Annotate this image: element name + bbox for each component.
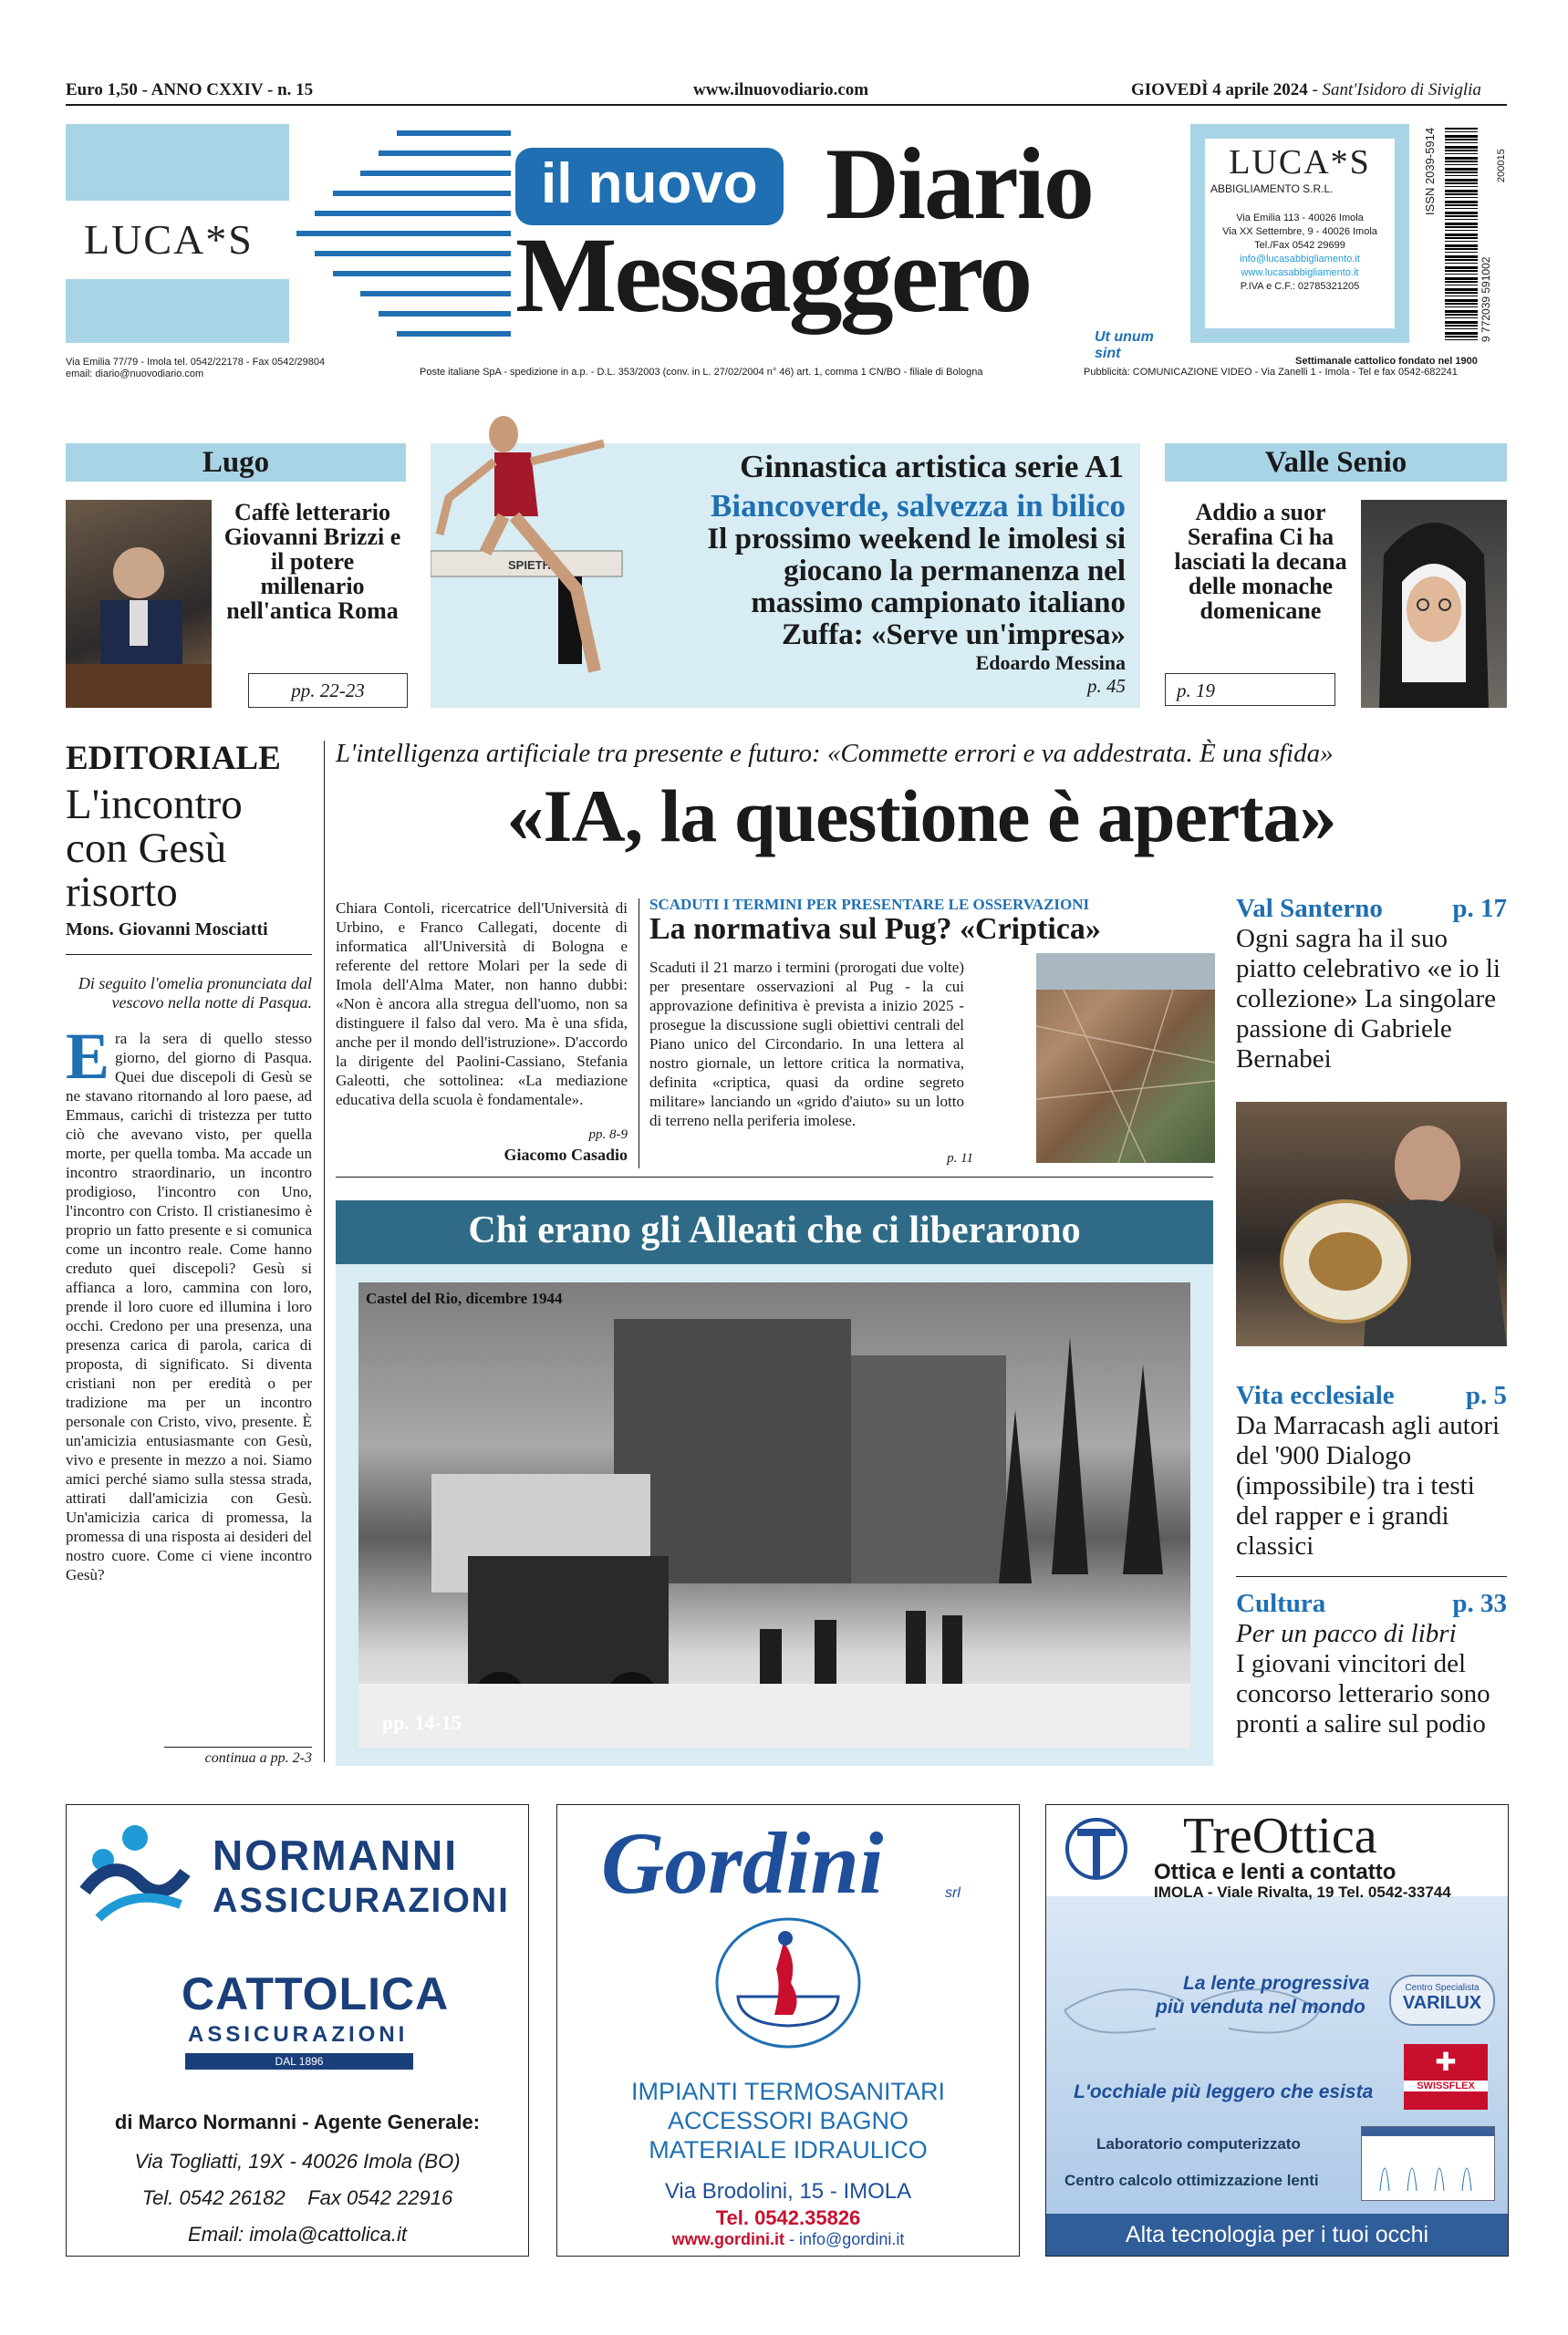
speaker-figure-icon (66, 500, 212, 708)
treottica-address: IMOLA - Viale Rivalta, 19 Tel. 0542-33744 (1154, 1884, 1451, 1901)
sidebar-item-cultura[interactable] (1236, 1589, 1507, 1739)
lucas-logo: LUCA*S (84, 216, 254, 263)
barcode-number: 9 772039 591002 (1480, 256, 1492, 342)
teaser-center-box[interactable] (431, 443, 1140, 708)
allies-caption: Castel del Rio, dicembre 1944 (366, 1290, 563, 1307)
allies-page[interactable]: pp. 14-15 (382, 1711, 462, 1734)
issue-date: GIOVEDÌ 4 aprile 2024 - Sant'Isidoro di Siviglia (1131, 80, 1481, 99)
sidebar-text: Ogni sagra ha il suo piatto celebrativo «e io li collezione» La singolare passione di Gabriele Bernabei (1236, 924, 1501, 1074)
ad-treottica[interactable] (1045, 1804, 1509, 2257)
varilux-brand: VARILUX (1402, 1993, 1482, 2013)
main-kicker: L'intelligenza artificiale tra presente e futuro: «Commette errori e va addestrata. È una sfida» (336, 739, 1334, 768)
normanni-email[interactable]: Email: imola@cattolica.it (188, 2223, 407, 2246)
allies-title[interactable]: Chi erano gli Alleati che ci liberarono (468, 1209, 1081, 1251)
address-line-1: Via Emilia 77/79 - Imola tel. 0542/22178 - Fax 0542/29804 (66, 357, 326, 368)
lucas-right-sub: ABBIGLIAMENTO S.R.L. (1210, 182, 1334, 195)
main-body: Chiara Contoli, ricercatrice dell'Università di Urbino, e Franco Callegati, docente di informatica all'Università di Bologna e referente del rettore Molari per la sede di Imola dell'Alma Mater, non hanno dubbi: «Non è ancora alla stregua dell'uomo, non sa distinguere il falso dal vero. Ma è una sfida, anche per il mondo dell'istruzione». D'accordo la dirigente del Paolini-Cassiano, Stefania Galeotti, che sottolinea: «La mediazione educativa della scuola è fondamentale». (336, 899, 628, 1108)
teaser-left-text[interactable]: Caffè letterario Giovanni Brizzi e il potere millenario nell'antica Roma (223, 499, 401, 624)
lucas-right-logo: LUCA*S (1229, 143, 1371, 182)
sidebar-photo-plate-collector (1236, 1102, 1507, 1346)
main-headline[interactable]: «IA, la questione è aperta» (506, 774, 1336, 857)
normanni-brand-sub: ASSICURAZIONI (213, 1882, 510, 1920)
cattolica-sub: ASSICURAZIONI (188, 2022, 409, 2047)
lens-software-screen (1361, 2126, 1495, 2201)
barcode-bars (1445, 128, 1478, 342)
nun-portrait-icon (1361, 500, 1507, 708)
sidebar-section: Vita ecclesiale (1236, 1381, 1395, 1410)
sidebar-page: p. 17 (1452, 894, 1507, 923)
svg-text:SPIETH: SPIETH (508, 558, 551, 572)
lucas-email[interactable]: info@lucasabbigliamento.it (1240, 254, 1360, 265)
teaser-right-page[interactable]: p. 19 (1165, 673, 1335, 706)
gymnast-illustration (431, 407, 704, 708)
sidebar-text: Da Marracash agli autori del '900 Dialogo (impossibile) tra i testi del rapper e i grandi classici (1236, 1411, 1501, 1561)
main-author: Giacomo Casadio (504, 1146, 628, 1164)
gordini-services (557, 2077, 1019, 2164)
website[interactable]: www.ilnuovodiario.com (693, 80, 869, 99)
swissflex-badge (1404, 2044, 1488, 2110)
treottica-sub: Ottica e lenti a contatto (1154, 1860, 1397, 1884)
lens-chart-icon (1362, 2127, 1494, 2200)
editorial-title[interactable]: L'incontro con Gesù risorto (66, 781, 243, 916)
gordini-srl: srl (945, 1885, 961, 1901)
pug-headline[interactable]: La normativa sul Pug? «Criptica» (649, 912, 1101, 946)
motto: Ut unum sint (1095, 329, 1154, 361)
date: GIOVEDÌ 4 aprile 2024 (1131, 80, 1308, 99)
sidebar-text: I giovani vincitori del concorso letterario sono pronti a salire sul podio (1236, 1649, 1490, 1738)
treottica-lab: Laboratorio computerizzato (1096, 2135, 1301, 2153)
masthead-logo (515, 128, 1154, 361)
ad-gordini[interactable] (556, 1804, 1020, 2257)
teaser-right-section[interactable]: Valle Senio (1165, 443, 1507, 482)
issn: ISSN 2039-5914 (1423, 128, 1437, 216)
editorial-body (66, 1020, 312, 1584)
treottica-lens-2: più venduta nel mondo (1156, 1997, 1366, 2018)
teaser-left-page[interactable]: pp. 22-23 (248, 673, 408, 708)
treottica-lens-1: La lente progressiva (1183, 1973, 1370, 1994)
address-line-2: email: diario@nuovodiario.com (66, 368, 204, 379)
teaser-left-photo (66, 500, 212, 708)
sidebar-page: p. 33 (1452, 1589, 1507, 1618)
barcode-issue: 200015 (1496, 149, 1507, 182)
teaser-center-kicker: Ginnastica artistica serie A1 (740, 449, 1124, 484)
barcode (1423, 128, 1511, 342)
saint-of-day: Sant'Isidoro di Siviglia (1322, 80, 1481, 99)
logo-il-nuovo: il nuovo (515, 148, 784, 225)
lucas-ad-right[interactable] (1190, 124, 1409, 343)
lucas-address-1: Via Emilia 113 - 40026 Imola (1236, 213, 1364, 223)
gordini-line-2: ACCESSORI BAGNO (667, 2107, 909, 2134)
pug-page[interactable]: p. 11 (947, 1151, 973, 1166)
swiss-cross-icon: ✚ (1435, 2048, 1457, 2076)
logo-messaggero: Messaggero (515, 215, 1031, 335)
teaser-right-photo (1361, 500, 1507, 708)
teaser-right-text[interactable]: Addio a suor Serafina Ci ha lasciati la decana delle monache domenicane (1174, 499, 1347, 624)
pug-body: Scaduti il 21 marzo i termini (prorogati due volte) per presentare osservazioni al Pug - la cui approvazione definitiva è prevista a inizio 2025 - prosegue la discussione sugli obiettivi centrali del Piano unico del Circondario. In una lettera al nostro giornale, un lettore critica la normativa, definita «criptica, quasi da ordine segreto militare» lanciando un «grido d'aiuto» su un lotto di terreno nella periferia imolese. (649, 959, 964, 1129)
normanni-agent: di Marco Normanni - Agente Generale: (114, 2111, 481, 2133)
allies-photo (358, 1282, 1190, 1748)
sidebar-section: Val Santerno (1236, 894, 1383, 923)
price-issue: Euro 1,50 - ANNO CXXIV - n. 15 (66, 80, 314, 99)
lucas-address-2: Via XX Settembre, 9 - 40026 Imola (1222, 226, 1377, 237)
gordini-email[interactable]: - info@gordini.it (784, 2230, 905, 2248)
logo-diario: Diario (826, 128, 1093, 241)
lucas-phone: Tel./Fax 0542 29699 (1254, 240, 1345, 251)
gordini-tel: Tel. 0542.35826 (715, 2206, 861, 2229)
teaser-left-section[interactable]: Lugo (66, 443, 406, 482)
sidebar-item-vita-ecclesiale[interactable] (1236, 1381, 1507, 1562)
lucas-ad-left[interactable] (66, 124, 289, 343)
gordini-brand: Gordini (601, 1814, 884, 1912)
bathtub-logo-icon (711, 1915, 866, 2051)
normanni-brand: NORMANNI (213, 1832, 458, 1879)
main-page[interactable]: pp. 8-9 (588, 1127, 628, 1142)
cattolica-brand: CATTOLICA (182, 1968, 450, 2019)
editorial-continue[interactable]: continua a pp. 2-3 (204, 1750, 312, 1766)
sidebar-section: Cultura (1236, 1589, 1326, 1618)
varilux-top: Centro Specialista (1405, 1983, 1480, 1993)
pug-kicker: SCADUTI I TERMINI PER PRESENTARE LE OSSERVAZIONI (649, 896, 1090, 913)
teaser-center-title[interactable]: Biancoverde, salvezza in bilico (711, 488, 1126, 524)
normanni-phones: Tel. 0542 26182 Fax 0542 22916 (141, 2186, 453, 2209)
allies-box[interactable] (336, 1200, 1213, 1766)
speed-lines-graphic (296, 124, 515, 343)
lucas-vat: P.IVA e C.F.: 02785321205 (1240, 281, 1360, 292)
sidebar-item-val-santerno[interactable] (1236, 894, 1507, 1074)
editorial-label: EDITORIALE (66, 740, 281, 777)
gordini-contacts (557, 2230, 1019, 2249)
pug-aerial-photo (1036, 953, 1215, 1163)
teaser-center-author: Edoardo Messina (975, 651, 1126, 674)
cattolica-since: DAL 1896 (185, 2053, 413, 2070)
aerial-city-graphic (1036, 953, 1215, 1163)
treottica-brand: TreOttica (1183, 1808, 1377, 1864)
gordini-web[interactable]: www.gordini.it (671, 2230, 784, 2248)
treottica-light: L'occhiale più leggero che esista (1074, 2081, 1374, 2102)
editorial-author: Mons. Giovanni Mosciatti (66, 919, 268, 939)
treottica-calc: Centro calcolo ottimizzazione lenti (1064, 2172, 1319, 2189)
treottica-logo-icon (1064, 1812, 1128, 1885)
sidebar-page: p. 5 (1465, 1381, 1507, 1410)
varilux-badge (1389, 1975, 1495, 2026)
publisher-address (66, 357, 325, 380)
swissflex-brand: SWISSFLEX (1404, 2081, 1488, 2091)
treottica-footer: Alta tecnologia per i tuoi occhi (1046, 2214, 1508, 2256)
gordini-address: Via Brodolini, 15 - IMOLA (664, 2179, 912, 2204)
advertising-info: Pubblicità: COMUNICAZIONE VIDEO - Via Zanelli 1 - Imola - Tel e fax 0542-682241 (1084, 367, 1458, 378)
gordini-line-3: MATERIALE IDRAULICO (649, 2136, 928, 2164)
editorial-intro: Di seguito l'omelia pronunciata dal vescovo nella notte di Pasqua. (78, 974, 312, 1012)
lucas-web[interactable]: www.lucasabbigliamento.it (1241, 267, 1359, 278)
editorial-body-text: ra la sera di quello stesso giorno, del giorno di Pasqua. Quei due discepoli di Gesù se ne stavano ritornando al loro paese, ad Emmaus, carichi di tristezza per tutto ciò che avevano visto, per quella morte, per quella tomba. Ma accade un incontro straordinario, un incontro prodigioso, l'incontro con Uno, l'incontro con Cristo. Il cristianesimo è proprio un fatto presente e si comunica come un incontro reale. Come hanno creduto quei discepoli? Gesù si affianca a loro, cammina con loro, prende il loro cuore ed illumina i loro occhi. Credono per una presenza, una presenza carica di parola, carica di proposta, di significato. Si diventa cristiani non per eredità o per tradizione ma per un incontro personale con Cristo, vivo, presente. È un'amicizia entusiasmante con Gesù, vivo e presente in mezzo a noi. Siamo amici perché siamo sulla stessa strada, attirati dall'amicizia con Gesù. Un'amicizia carica di promessa, la promessa di una risposta ai desideri del nostro cuore. Come ci viene incontro Gesù? (66, 1030, 312, 1583)
postal-info: Poste italiane SpA - spedizione in a.p. - D.L. 353/2003 (conv. in L. 27/02/2004 n° 46) art. 1, comma 1 CN/BO - filiale di Bologna (420, 367, 983, 378)
sidebar-italic: Per un pacco di libri (1236, 1619, 1457, 1648)
drop-cap: E (66, 1020, 110, 1093)
weekly-info: Settimanale cattolico fondato nel 1900 (1295, 356, 1478, 367)
gordini-line-1: IMPIANTI TERMOSANITARI (630, 2078, 946, 2105)
normanni-address: Via Togliatti, 19X - 40026 Imola (BO) (134, 2150, 461, 2173)
collector-plate-graphic (1236, 1102, 1507, 1346)
normanni-logo-icon (76, 1818, 194, 1927)
teaser-center-page[interactable]: p. 45 (1087, 675, 1126, 697)
snowy-castle-scene (358, 1282, 1190, 1748)
teaser-center-text: Il prossimo weekend le imolesi si giocano la permanenza nel massimo campionato italiano Zuffa: «Serve un'impresa» (707, 523, 1126, 651)
ad-normanni[interactable] (66, 1804, 529, 2257)
